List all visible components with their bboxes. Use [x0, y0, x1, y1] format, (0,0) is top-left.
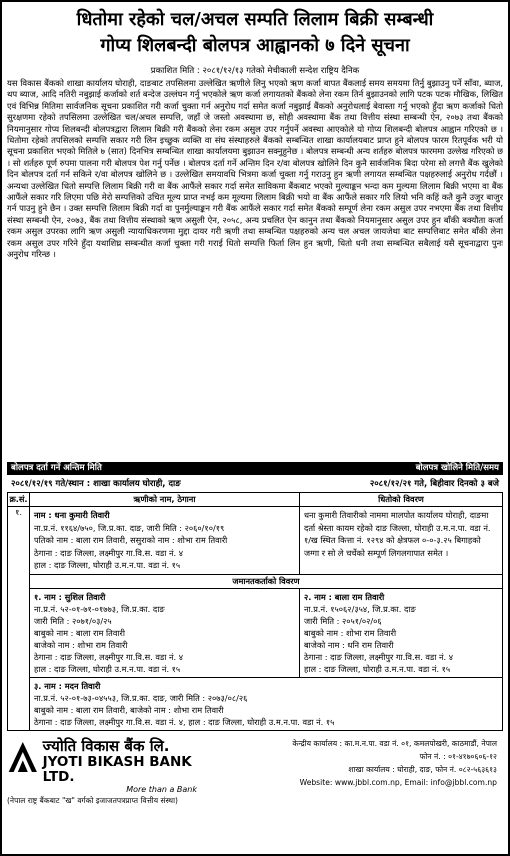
header-collateral: धितोको विवरण: [300, 493, 503, 507]
guarantor-line: बाजेको नाम : शोभा राम तिवारी: [34, 639, 128, 650]
borrower-cell: [30, 507, 300, 575]
header-borrower: ऋणीको नाम, ठेगाना: [30, 493, 300, 507]
table-row: [8, 588, 503, 677]
title-line-1: धितोमा रहेको चल/अचल सम्पति लिलाम बिक्री सम्बन्धी: [76, 9, 434, 30]
borrower-line: ठेगाना : दाङ जिल्ला, लक्ष्मीपुर गा.वि.स. वडा नं. ४: [34, 547, 183, 558]
borrower-line: हाल : दाङ जिल्ला, घोराही उ.म.न.पा. वडा नं. १५: [34, 560, 181, 570]
bank-name-np: ज्योति विकास बैंक लि.: [42, 736, 170, 755]
license-note: (नेपाल राष्ट्र बैंकबाट "ख" वर्गको इजाजतपत्रप्राप्त वित्तीय संस्था): [7, 795, 178, 805]
guarantor-line: हाल : दाङ जिल्ला, घोराही उ.म.न.पा. वडा नं. १५: [304, 663, 451, 674]
bar-left-label: बोलपत्र दर्ता गर्ने अन्तिम मिति: [11, 463, 102, 473]
bank-contact: [197, 737, 503, 789]
details-table: [7, 492, 503, 731]
guarantor-3: [30, 677, 503, 730]
row-sn: १.: [8, 507, 30, 731]
guarantor-name: १. नाम : सुशिल तिवारी: [34, 591, 106, 602]
guarantor-line: ठेगाना : दाङ जिल्ला, लक्ष्मीपुर गा.वि.स. वडा नं. ४, हाल : दाङ जिल्ला, घोराही उ.म.न.पा. वडा नं. १५: [34, 716, 335, 727]
borrower-line: ना.प्र.नं. ११६४/७५०, जि.प्र.का. दाङ, जारी मिति : २०६०/१०/१९: [34, 522, 225, 533]
branch-office: शाखा कार्यालय : घोराही, दाङ, फोन नं. ०८२-५६३६१३: [348, 764, 497, 774]
borrower-line: पतिको नाम : बाला राम तिवारी, ससुराको नाम : शोभा राम तिवारी: [34, 535, 228, 545]
bank-logo-icon: [7, 737, 39, 777]
guarantor-line: ना.प्र.नं. ५२-०१-७३-०४५५३, जि.प्र.का. दाङ, जारी मिति : २०७३/०८/२६: [34, 692, 248, 703]
guarantor-1: [30, 588, 300, 677]
guarantor-line: जारी मिति : २०७१/०३/२५: [34, 615, 112, 626]
website-email: Website: www.jbbl.com.np, Email: info@jbbl.com.np: [299, 777, 497, 787]
deadline-date: २०८१/१२/१९ गते/स्थान : शाखा कार्यालय घोराही, दाङ: [11, 479, 181, 489]
table-row: [8, 507, 503, 575]
guarantor-line: बाबुको नाम : बाला राम तिवारी: [34, 627, 125, 638]
guarantor-line: बाजेको नाम : धनि राम तिवारी: [304, 639, 394, 650]
guarantor-line: बाबुको नाम : शोभा राम तिवारी: [304, 627, 397, 638]
header-sn: क्र.सं.: [8, 493, 30, 507]
notice-title: [7, 7, 503, 59]
guarantor-name: ३. नाम : मदन तिवारी: [34, 680, 101, 691]
head-office: केन्द्रीय कार्यालय : का.म.न.पा. वडा नं. ०१, कमलपोखरी, काठमाडौं, नेपाल: [292, 738, 497, 748]
published-date: प्रकाशित मिति : २०८१/१२/१३ गतेको मेचीकाली सन्देश राष्ट्रिय दैनिक: [150, 66, 360, 76]
notice-body: यस विकास बैंकको शाखा कार्यालय घोराही, दाङबाट तपसिलमा उल्लेखित ऋणीले लिनु भएको ऋण कर्जा बापत बैंकलाई समय समयमा तिर्नु बुझाउनु पर्ने साँवा, ब्याज, थप ब्याज, आदि नतिरी नबुझाई कर्जाको शर्त बन्देज उल्लंघन गर्नु भएकोले ऋण कर्जा लगायतको बैंकको लेना रकम तिर्न बुझाउनको लागि पटक पटक मौखिक, लिखित एवं विभिन्न मितिमा सार्वजनिक सूचना प्रकाशित गरी कर्जा चुक्ता गर्न अनुरोध गर्दा समेत कर्जा नबुझाई बैंकको अनुरोधलाई बेवास्ता गर्नु भएको हुँदा ऋण कर्जाको धितो सुरक्षणमा रहेको तपसिलमा उल्लेखित चल/अचल सम्पत्ति, जहाँ जे जस्तो अवस्थामा छ, सोही अवस्थामा बैंक तथा वित्तीय संस्था सम्बन्धी ऐन, २०७३ तथा बैंकको नियमानुसार गोप्य शिलबन्दी बोलपत्रद्वारा लिलाम बिक्री गरी बैंकको लेना रकम असुल उपर गर्नुपर्ने अवस्था आएकोले यो गोप्य शिलबन्दी बोलपत्र आह्वान गरिएको छ । धितोमा रहेको तपसिलको सम्पत्ति सकार गरी लिन इच्छुक व्यक्ति वा संघ संस्थाहरुले बैंकको सम्बन्धित शाखा कार्यालयबाट प्राप्त हुने बोलपत्र फारम रितपूर्वक भरी यो सूचना प्रकाशित भएको मितिले ७ (सात) दिनभित्र सम्बन्धित शाखा कार्यालयमा बुझाउन सक्नुहुनेछ । बोलपत्र सम्बन्धी अन्य शर्तहरु बोलपत्र फारममा उल्लेख गरिएको छ । सो शर्तहरु पूर्ण रुपमा पालना गरी बोलपत्र पेश गर्नु पर्नेछ । बोलपत्र दर्ता गर्ने अन्तिम दिन र/वा बोलपत्र खोलिने दिन कुनै सार्वजनिक बिदा परेमा सो लगत्तै बैंक खुलेको दिन बोलपत्र दर्ता गर्न सकिने र/वा बोलपत्र खोलिने छ । उल्लेखित समयावधि भित्रमा कर्जा चुक्ता गर्नु गराउनु हुन ऋणी लगायत सम्बन्धित पक्षहरुलाई अनुरोध गर्दछौं । अन्यथा उल्लेखित धितो सम्पत्ति लिलाम बिक्री गरी वा बैंक आफैंले सकार गर्दा समेत साविकमा बैंकबाट भएको मुल्याङ्कन भन्दा कम मुल्यमा लिलाम बिक्री भएमा वा बैंक आफैंले सकार गरि लिएमा पछि मेरो सम्पत्तिको उचित मूल्य प्राप्त नभई कम मूल्यमा लिलाम बिक्री भयो वा बैंक आफैंले सकार गरि लियो भनि कहिं कतै कुनै उजुर बाजुर गर्न पाउनु हुने छैन । उक्त सम्पत्ति लिलाम बिक्री गर्दा वा पुनर्मुल्याङ्कन गरी बैंक आफैंले सकार गर्दा समेत बैंकको सम्पूर्ण लेना रकम असुल उपर नभएमा बैंक तथा वित्तीय संस्था सम्बन्धी ऐन, २०७३, बैंक तथा वित्तीय संस्थाको ऋण असुली ऐन, २०५८, अन्य प्रचलित ऐन कानुन तथा बैंकको नियमानुसार असुल उपर हुन बाँकी बक्यौता कर्जा रकम असुल उपरका लागि ऋण असुली न्यायाधिकरणमा मुद्दा दायर गरी ऋणी तथा सम्बन्धित पक्षहरुको अन्य चल अचल जायजेथा बाट सम्पत्तिबाट समेत बाँकी लेना रकम असुल उपर गरिने हुँदा यथाशिघ्र सम्बन्धीत कर्जा चुक्ता गरी गराई धितो सम्पत्ति फिर्ता लिन हुन ऋणी, धितो धनी तथा सम्बन्धित सबैलाई यसै सूचनाद्वारा पुनः अनुरोध गरिन्छ ।: [7, 78, 503, 260]
borrower-name: नाम : धना कुमारी तिवारी: [34, 510, 110, 520]
guarantor-line: हाल : दाङ जिल्ला, घोराही उ.म.न.पा. वडा नं. १५: [34, 663, 181, 674]
guarantor-line: ठेगाना : दाङ जिल्ला, लक्ष्मीपुर गा.वि.स. वडा नं. ४: [34, 651, 183, 662]
bank-tagline: More than a Bank: [126, 784, 197, 794]
guarantor-header: जमानतकर्ताको विवरण: [30, 574, 503, 588]
title-line-2: गोप्य शिलबन्दी बोलपत्र आह्वानको ७ दिने सूचना: [100, 35, 410, 56]
guarantor-line: बाबुको नाम : बाला राम तिवारी, बाजेको नाम : शोभा राम तिवारी: [34, 704, 224, 715]
deadline-bar: [7, 462, 503, 475]
bank-name-en: JYOTI BIKASH BANK LTD.: [42, 753, 192, 785]
deadline-dates: [7, 475, 503, 491]
footer: [7, 737, 503, 795]
guarantor-name: २. नाम : बाला राम तिवारी: [304, 591, 385, 602]
guarantor-2: [300, 588, 503, 677]
bar-right-label: बोलपत्र खोलिने मिति/समय: [415, 463, 499, 473]
collateral-cell: धना कुमारी तिवारीको नाममा मालपोत कार्यालय घोराही, दाङमा दर्ता श्रेस्ता कायम रहेको दाङ जिल्ला, घोराही उ.म.न.पा. वडा नं. १/ख स्थित कित्ता नं. १२९४ को क्षेत्रफल ०-०-३.२५ बिगाहको जग्गा र सो ले चर्चेको सम्पूर्ण लिगलगापात समेत ।: [300, 507, 503, 575]
guarantor-line: ठेगाना : दाङ जिल्ला, लक्ष्मीपुर गा.वि.स. वडा नं. ४: [304, 651, 453, 662]
guarantor-line: जारी मिति : २०५१/०२/०६: [304, 615, 382, 626]
bank-logo: [7, 737, 197, 795]
guarantor-line: ना.प्र.नं. १५०६२/३५४, जि.प्र.का. दाङ: [304, 603, 416, 614]
opening-date: २०८१/१२/२१ गते, बिहीवार दिनको ३ बजे: [369, 479, 499, 489]
guarantor-line: ना.प्र.नं. ५२-०१-७१-०१७७३, जि.प्र.का. दाङ: [34, 603, 165, 614]
head-office-phone: फोन नं. : ०१-४१७०६०६-१२: [419, 751, 497, 761]
table-row: [8, 677, 503, 730]
